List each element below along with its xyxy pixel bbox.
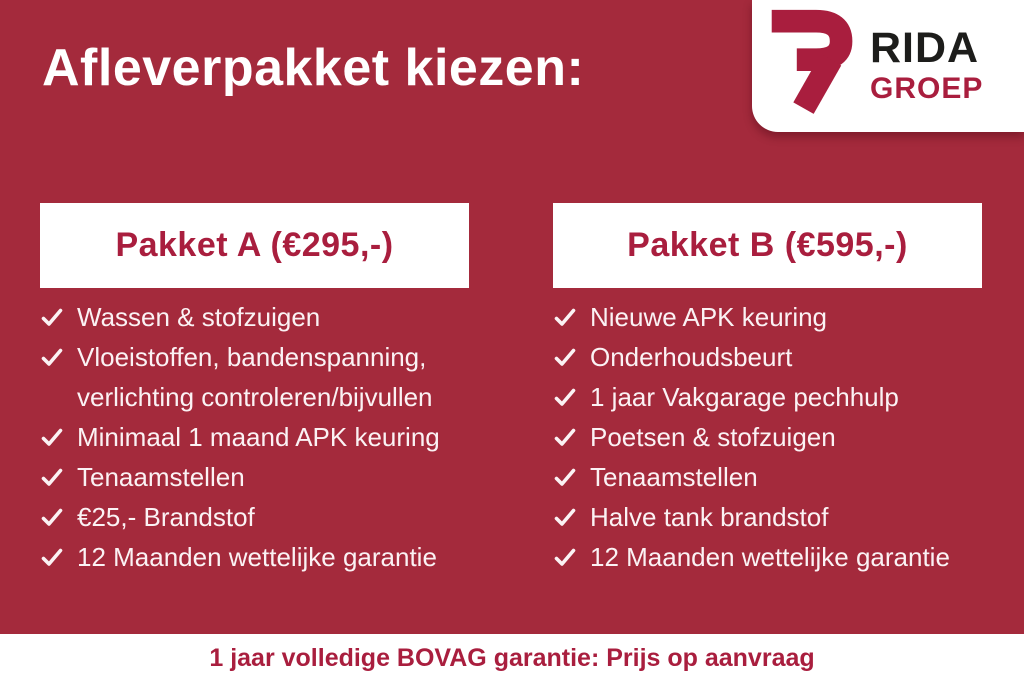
package-a-card bbox=[40, 203, 469, 577]
package-item-label: 12 Maanden wettelijke garantie bbox=[77, 542, 437, 572]
package-item-label: Minimaal 1 maand APK keuring bbox=[77, 422, 440, 452]
check-icon bbox=[553, 385, 577, 409]
logo-brand: RIDA bbox=[870, 24, 980, 73]
list-item bbox=[553, 297, 982, 337]
logo-panel bbox=[752, 0, 1024, 132]
footer-text: 1 jaar volledige BOVAG garantie: Prijs op aanvraag bbox=[209, 643, 815, 672]
list-item bbox=[553, 537, 982, 577]
package-item-label: Nieuwe APK keuring bbox=[590, 302, 828, 332]
check-icon bbox=[553, 425, 577, 449]
list-item bbox=[40, 337, 469, 417]
package-item-label: Halve tank brandstof bbox=[590, 502, 829, 532]
package-a-title: Pakket A (€295,-) bbox=[40, 203, 469, 288]
package-item-label: Wassen & stofzuigen bbox=[77, 302, 321, 332]
package-item-label: 12 Maanden wettelijke garantie bbox=[590, 542, 950, 572]
check-icon bbox=[40, 345, 64, 369]
list-item bbox=[40, 457, 469, 497]
package-b-list bbox=[553, 297, 982, 577]
list-item bbox=[553, 417, 982, 457]
list-item bbox=[40, 417, 469, 457]
check-icon bbox=[553, 305, 577, 329]
logo-suffix: GROEP bbox=[870, 72, 984, 106]
footer-bar bbox=[0, 634, 1024, 682]
package-a-list bbox=[40, 297, 469, 577]
package-b-card bbox=[553, 203, 982, 577]
check-icon bbox=[40, 545, 64, 569]
check-icon bbox=[553, 545, 577, 569]
logo-text bbox=[870, 24, 984, 106]
check-icon bbox=[40, 505, 64, 529]
packages-container bbox=[40, 203, 982, 577]
list-item bbox=[40, 497, 469, 537]
check-icon bbox=[40, 465, 64, 489]
page-title: Afleverpakket kiezen: bbox=[42, 39, 585, 97]
list-item bbox=[40, 537, 469, 577]
package-item-label: Poetsen & stofzuigen bbox=[590, 422, 836, 452]
package-item-label: €25,- Brandstof bbox=[77, 502, 255, 532]
package-b-title: Pakket B (€595,-) bbox=[553, 203, 982, 288]
package-item-label: Onderhoudsbeurt bbox=[590, 342, 793, 372]
check-icon bbox=[553, 505, 577, 529]
list-item bbox=[553, 337, 982, 377]
list-item bbox=[553, 377, 982, 417]
package-item-label: Tenaamstellen bbox=[590, 462, 758, 492]
list-item bbox=[553, 497, 982, 537]
package-item-label: Vloeistoffen, bandenspanning, verlichting controleren/bijvullen bbox=[77, 342, 433, 412]
rida-r-mark-icon bbox=[768, 7, 854, 119]
list-item bbox=[553, 457, 982, 497]
check-icon bbox=[40, 425, 64, 449]
package-item-label: Tenaamstellen bbox=[77, 462, 245, 492]
check-icon bbox=[40, 305, 64, 329]
package-item-label: 1 jaar Vakgarage pechhulp bbox=[590, 382, 899, 412]
list-item bbox=[40, 297, 469, 337]
check-icon bbox=[553, 465, 577, 489]
check-icon bbox=[553, 345, 577, 369]
